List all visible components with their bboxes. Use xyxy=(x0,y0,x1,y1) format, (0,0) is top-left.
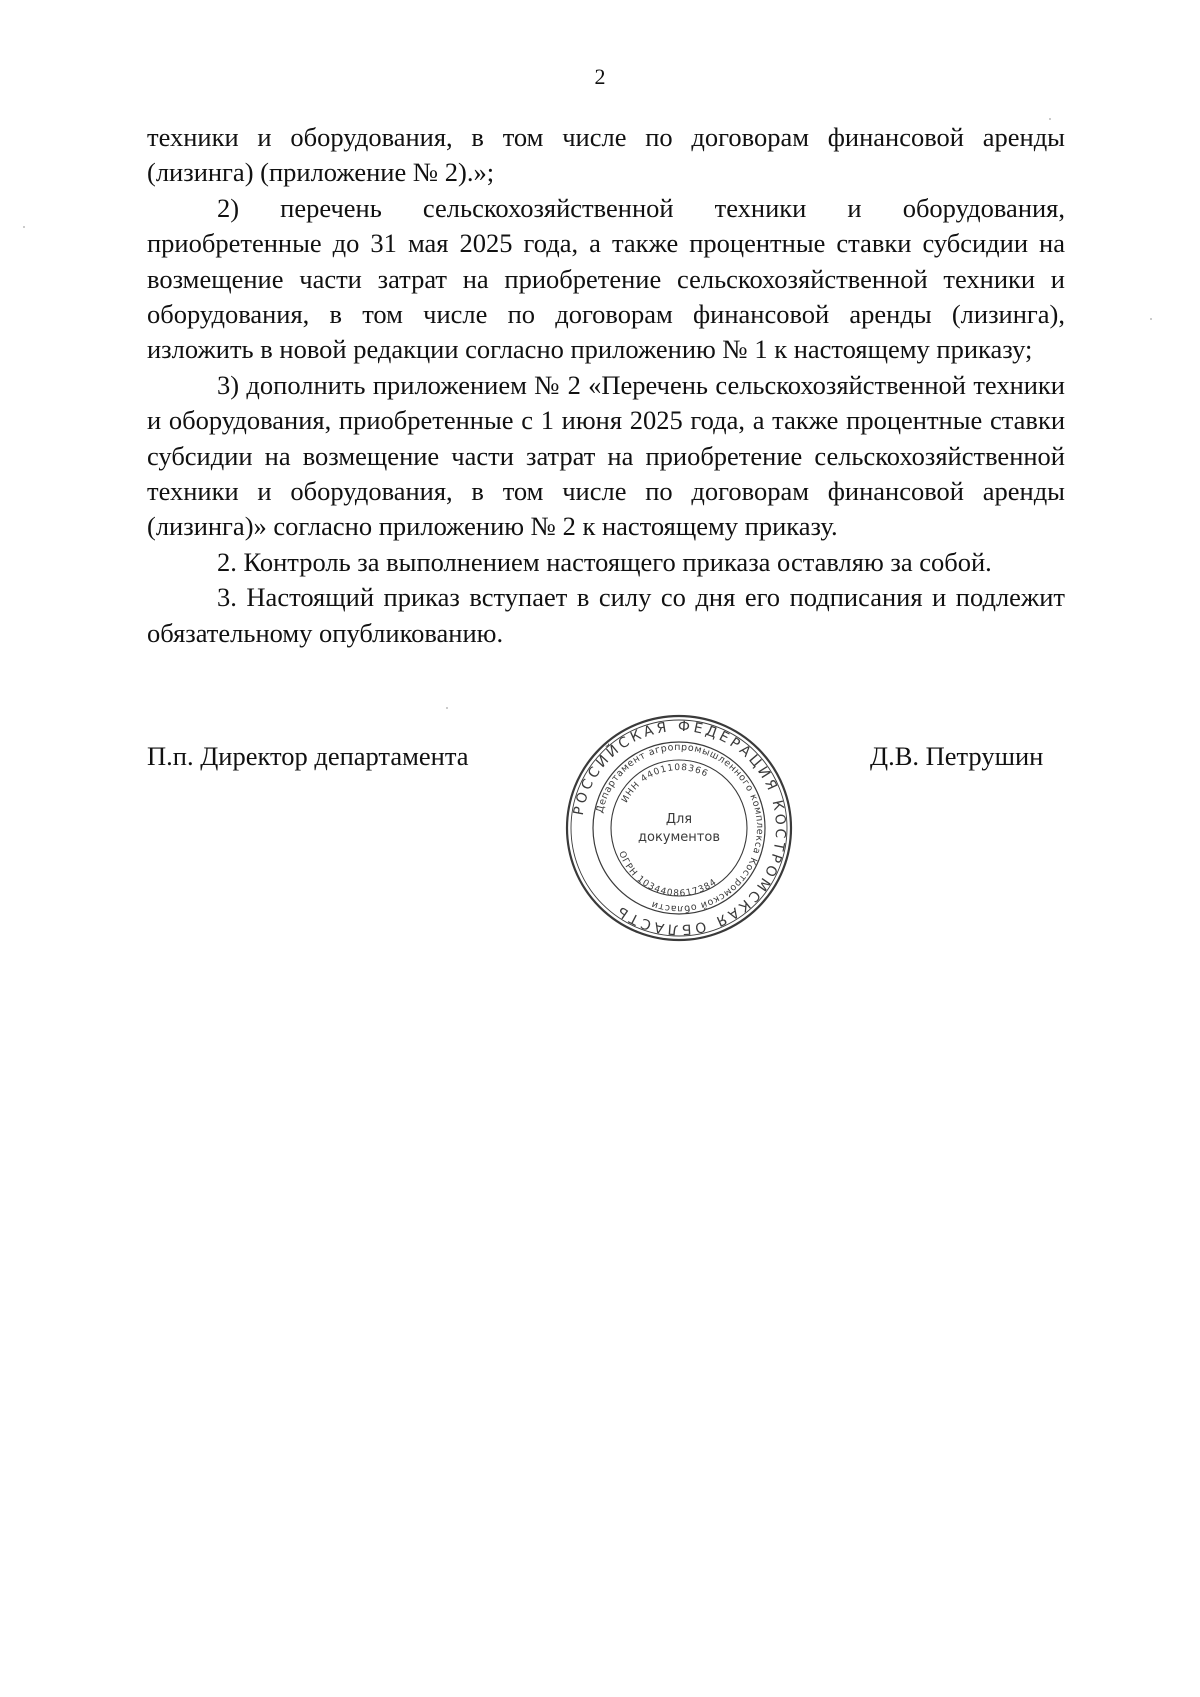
seal-inn-text: ИНН 4401108366 xyxy=(620,762,710,805)
paragraph-5: 3. Настоящий приказ вступает в силу со дня его подписания и подлежит обязательному опубликованию. xyxy=(147,582,1065,648)
seal-inner-text: Департамент агропромышленного комплекса Костромской области xyxy=(594,741,766,915)
paragraph-3: 3) дополнить приложением № 2 «Перечень сельскохозяйственной техники и оборудования, приобретенные с 1 июня 2025 года, а также процентные ставки субсидии на возмещение части затрат на приобретение сельскохозяйственной техники и оборудования, в том числе по договорам финансовой аренды (лизинга)» согласно приложению № 2 к настоящему приказу. xyxy=(147,369,1065,542)
paragraph-4: 2. Контроль за выполнением настоящего приказа оставляю за собой. xyxy=(217,546,992,577)
seal-center-line2: документов xyxy=(638,830,720,845)
paragraph-1: техники и оборудования, в том числе по договорам финансовой аренды (лизинга) (приложение № 2).»; xyxy=(147,122,1065,188)
seal-outer-text: РОССИЙСКАЯ ФЕДЕРАЦИЯ КОСТРОМСКАЯ ОБЛАСТЬ xyxy=(570,718,789,938)
official-seal-stamp xyxy=(556,713,802,943)
document-body xyxy=(147,120,1065,651)
scan-speck xyxy=(446,707,448,709)
scan-speck xyxy=(23,226,25,228)
page-number: 2 xyxy=(594,64,606,89)
paragraph-2: 2) перечень сельскохозяйственной техники и оборудования, приобретенные до 31 мая 2025 года, а также процентные ставки субсидии на возмещение части затрат на приобретение сельскохозяйственной техники и оборудования, в том числе по договорам финансовой аренды (лизинга), изложить в новой редакции согласно приложению № 1 к настоящему приказу; xyxy=(147,192,1065,365)
signatory-position: П.п. Директор департамента xyxy=(147,741,469,771)
scan-speck xyxy=(1049,118,1051,120)
seal-graphic xyxy=(556,713,802,943)
seal-center-line1: Для xyxy=(665,812,693,827)
seal-ogrn-text: ОГРН 1034408617384 xyxy=(616,849,720,900)
scan-speck xyxy=(1150,318,1152,320)
signatory-name: Д.В. Петрушин xyxy=(870,741,1044,771)
